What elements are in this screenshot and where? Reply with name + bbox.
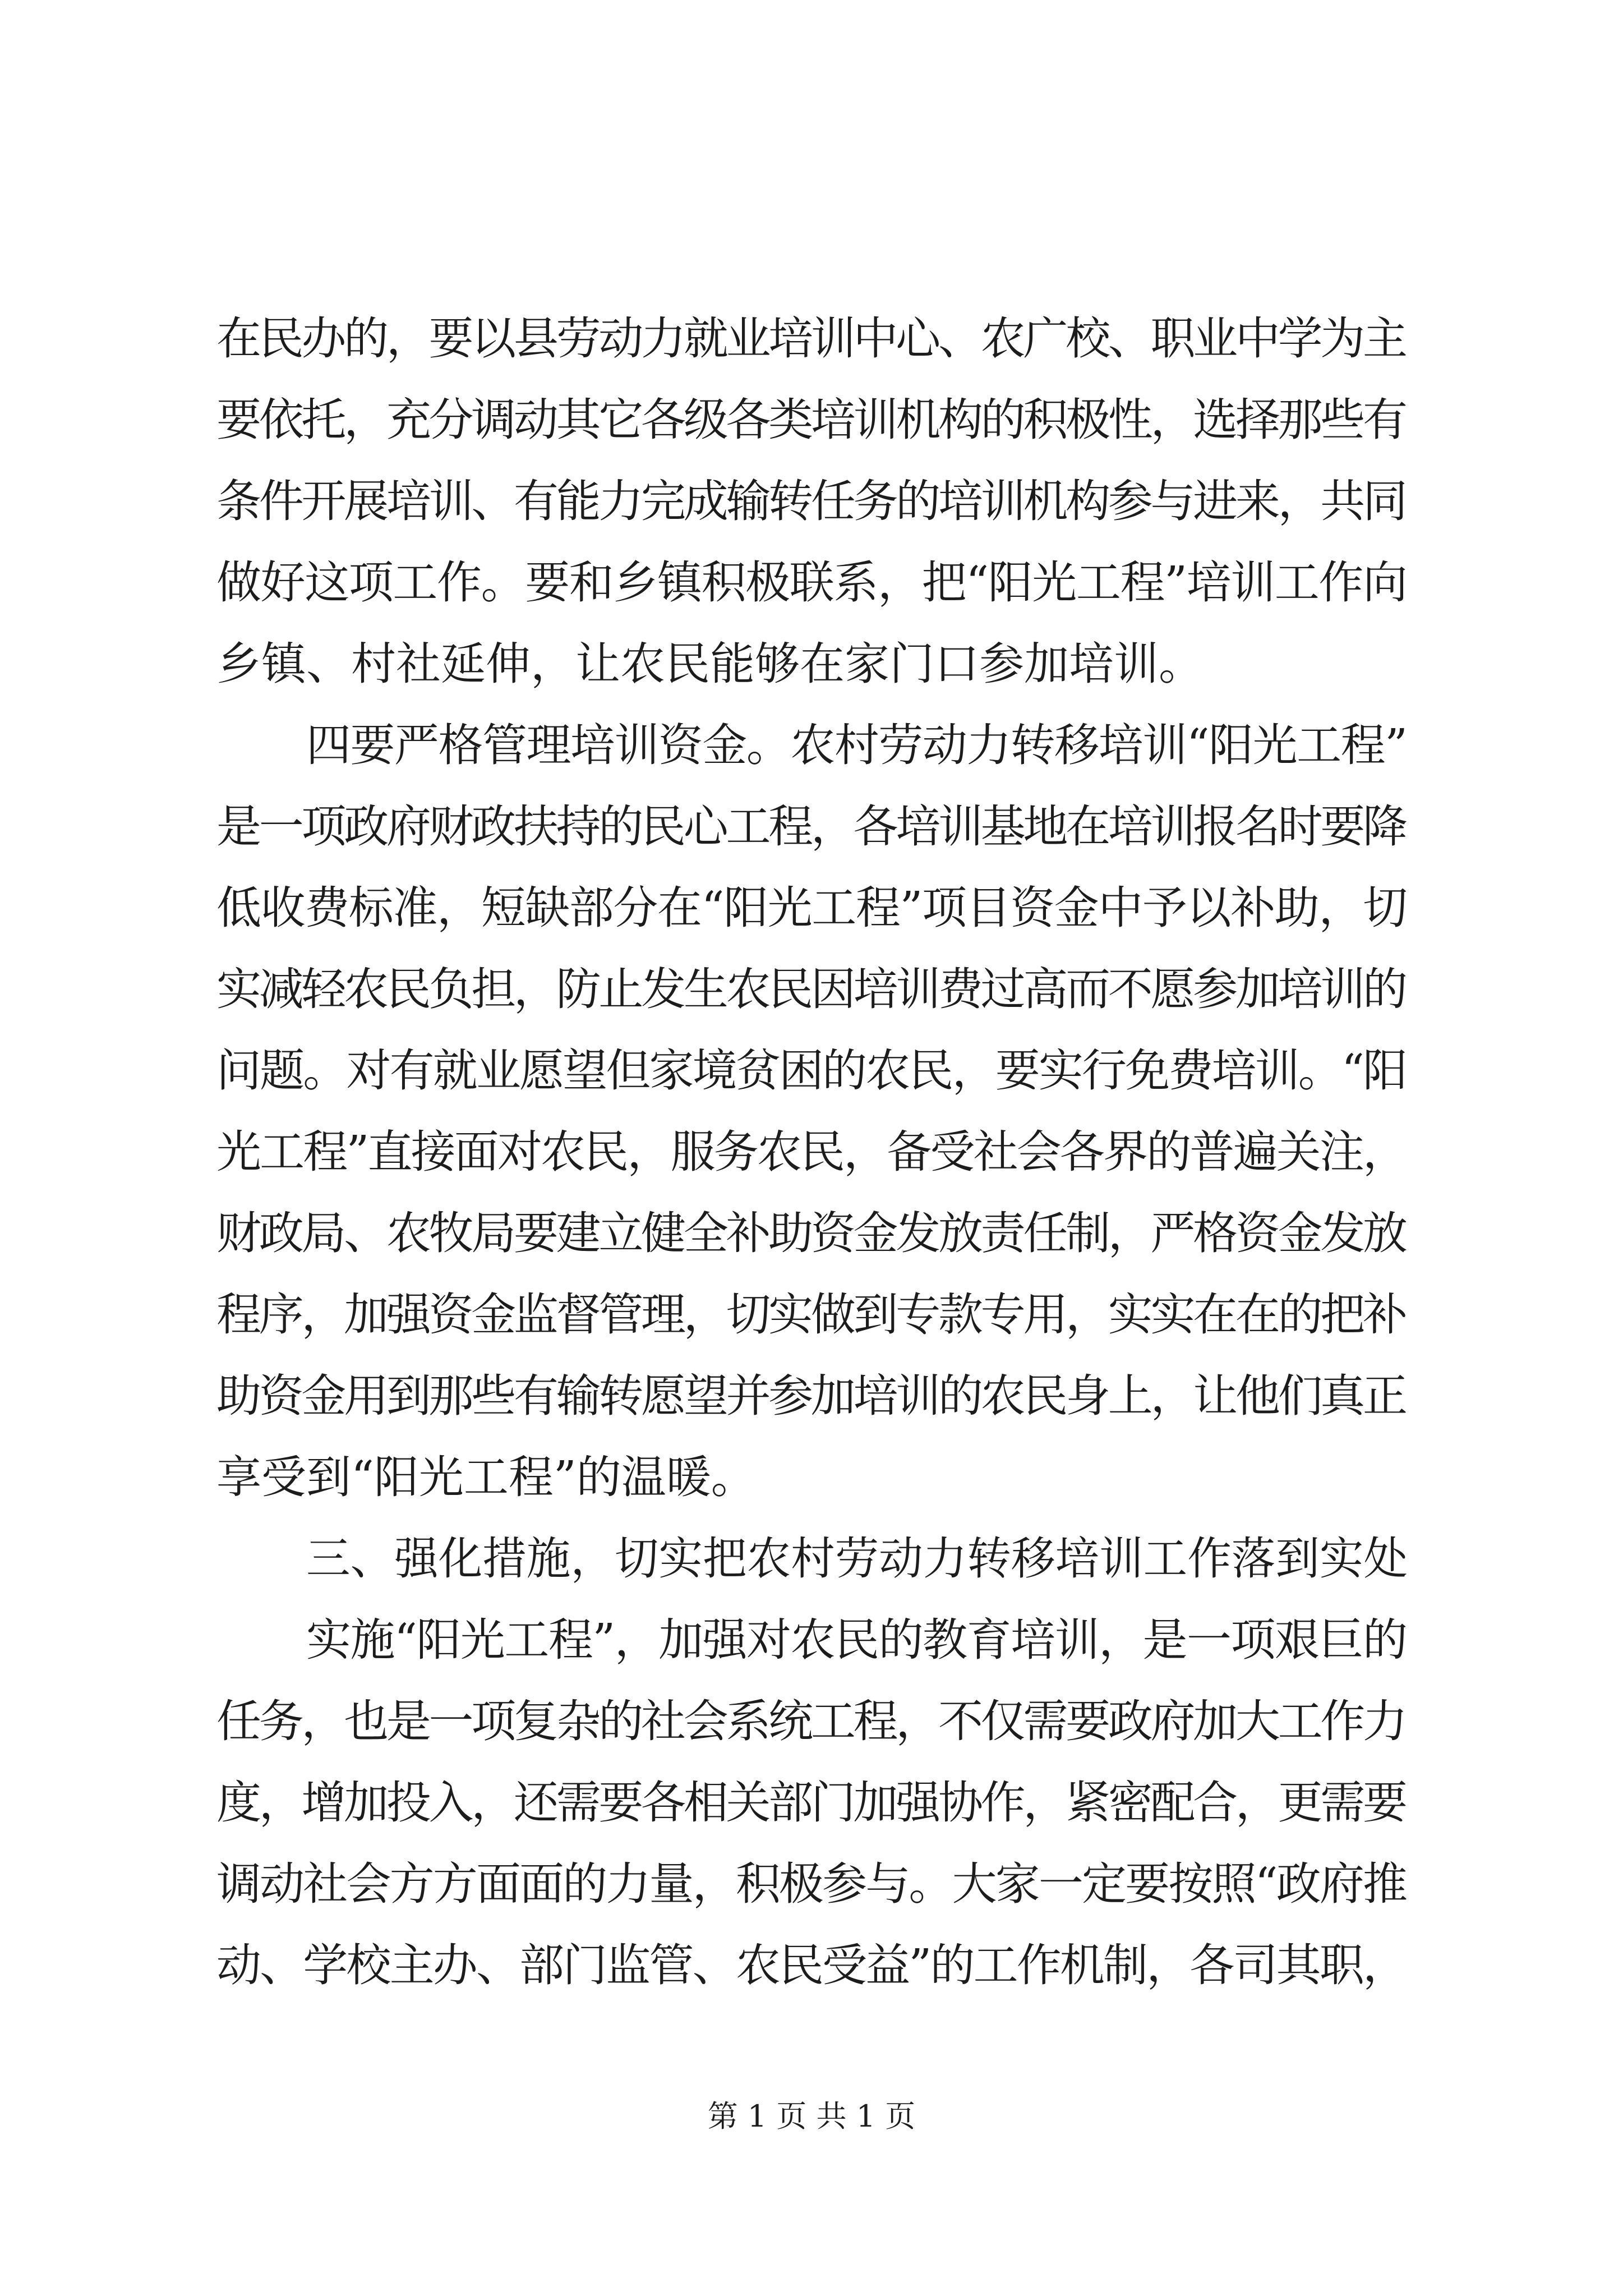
- page-footer: 第 1 页 共 1 页: [707, 2099, 916, 2134]
- text-line: 程序，加强资金监督管理，切实做到专款专用，实实在在的把补: [216, 1289, 1405, 1341]
- text-line: 实减轻农民负担，防止发生农民因培训费过高而不愿参加培训的: [216, 963, 1405, 1015]
- text-line: 是一项政府财政扶持的民心工程，各培训基地在培训报名时要降: [216, 800, 1405, 853]
- text-line: 助资金用到那些有输转愿望并参加培训的农民身上，让他们真正: [216, 1370, 1405, 1422]
- text-line: 动、学校主办、部门监管、农民受益”的工作机制，各司其职，: [216, 1939, 1407, 1991]
- text-line: 任务，也是一项复杂的社会系统工程，不仅需要政府加大工作力: [216, 1695, 1405, 1747]
- text-line: 调动社会方方面面的力量，积极参与。大家一定要按照“政府推: [216, 1858, 1407, 1910]
- text-line: 问题。对有就业愿望但家境贫困的农民，要实行免费培训。“阳: [216, 1045, 1407, 1097]
- text-line: 享受到“阳光工程”的温暖。: [216, 1451, 756, 1503]
- text-line: 要依托，充分调动其它各级各类培训机构的积极性，选择那些有: [216, 394, 1405, 446]
- text-line: 在民办的，要以县劳动力就业培训中心、农广校、职业中学为主: [216, 312, 1405, 365]
- text-line: 四要严格管理培训资金。农村劳动力转移培训“阳光工程”: [306, 719, 1407, 771]
- text-line: 财政局、农牧局要建立健全补助资金发放责任制，严格资金发放: [216, 1207, 1405, 1259]
- text-line: 做好这项工作。要和乡镇积极联系，把“阳光工程”培训工作向: [216, 556, 1407, 609]
- text-line: 光工程”直接面对农民，服务农民，备受社会各界的普遍关注，: [216, 1126, 1407, 1178]
- text-line: 乡镇、村社延伸，让农民能够在家门口参加培训。: [216, 638, 1204, 690]
- text-line: 实施“阳光工程”，加强对农民的教育培训，是一项艰巨的: [306, 1614, 1407, 1666]
- text-line: 低收费标准，短缺部分在“阳光工程”项目资金中予以补助，切: [216, 882, 1407, 934]
- text-line: 度，增加投入，还需要各相关部门加强协作，紧密配合，更需要: [216, 1777, 1405, 1829]
- text-line: 条件开展培训、有能力完成输转任务的培训机构参与进来，共同: [216, 475, 1405, 527]
- section-heading: 三、强化措施，切实把农村劳动力转移培训工作落到实处: [306, 1533, 1408, 1585]
